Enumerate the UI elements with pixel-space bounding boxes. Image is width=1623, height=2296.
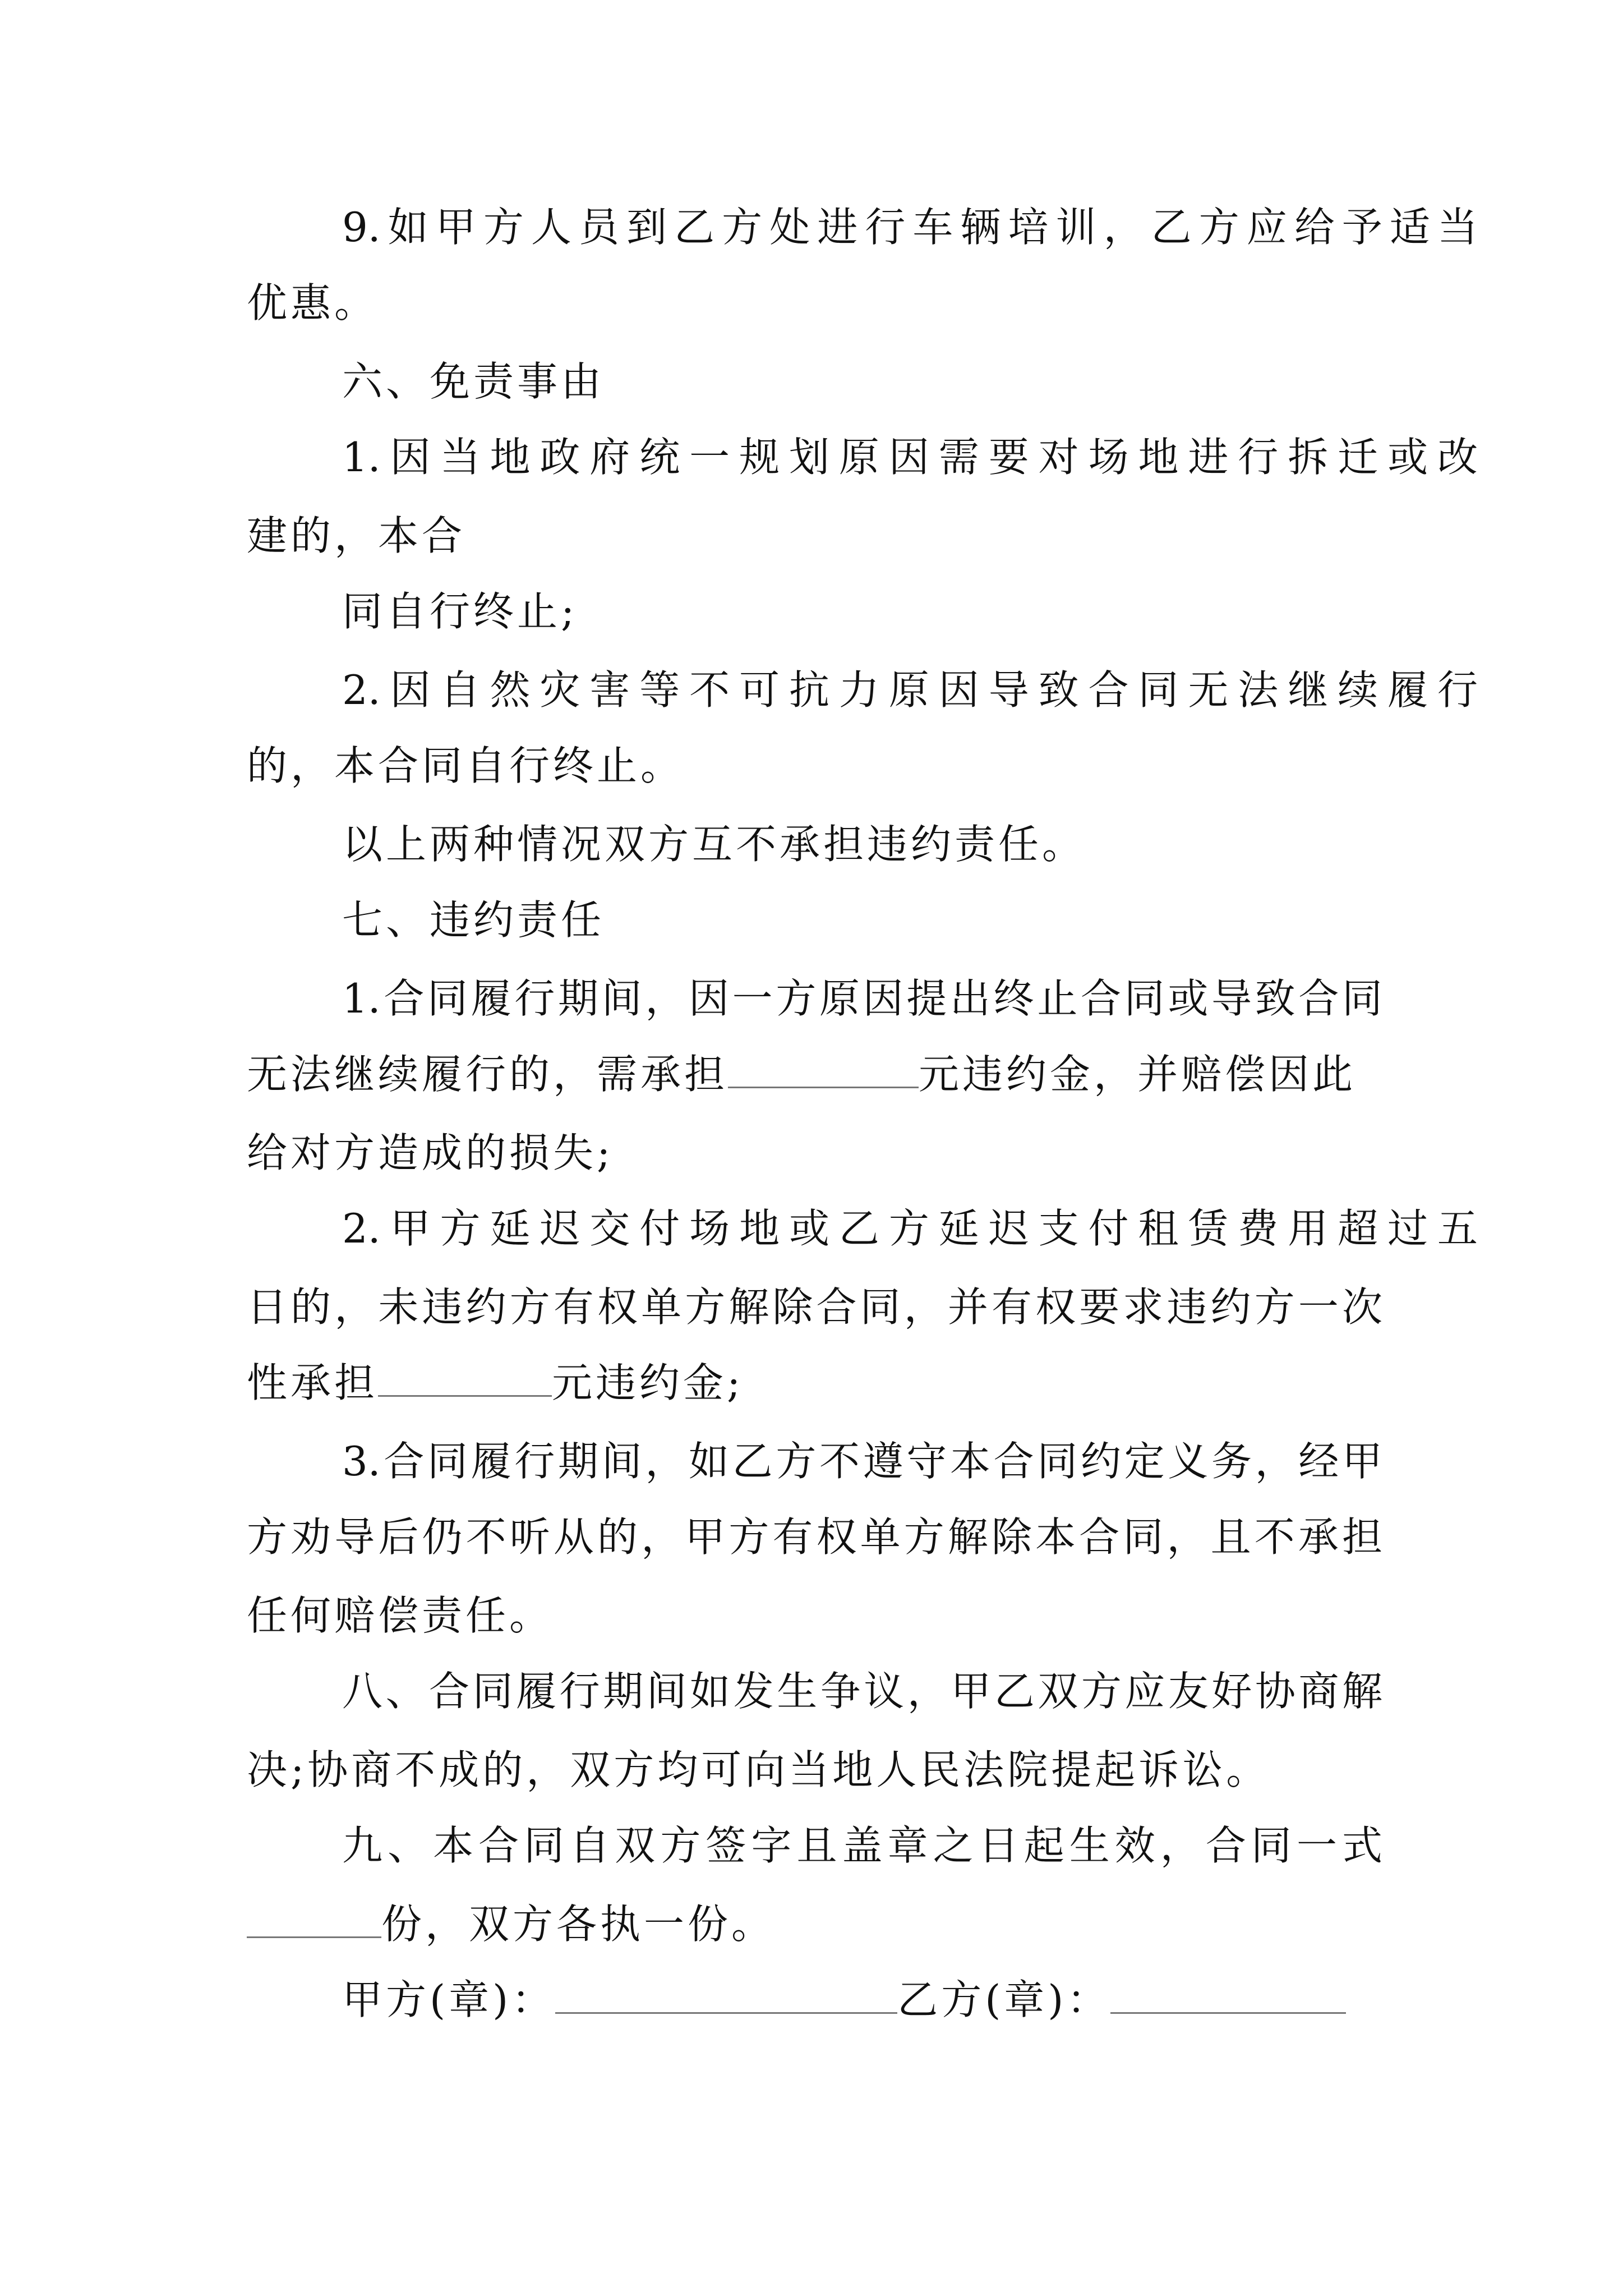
party-a-seal-label: 甲方(章)： [342, 1976, 556, 2023]
clause-6-2-line-1: 2.因自然灾害等不可抗力原因导致合同无法继续履行 [342, 666, 1478, 714]
clause-6-2-line-2: 的，本合同自行终止。 [247, 742, 685, 789]
clause-5-9-line-1: 9.如甲方人员到乙方处进行车辆培训，乙方应给予适当 [342, 204, 1478, 251]
clause-7-3-line-2: 方劝导后仍不听从的，甲方有权单方解除本合同，且不承担 [247, 1513, 1382, 1561]
section-8-line-2: 决;协商不成的，双方均可向当地人民法院提起诉讼。 [247, 1746, 1270, 1793]
section-6-note: 以上两种情况双方互不承担违约责任。 [342, 821, 1086, 868]
clause-7-2-line-1: 2.甲方延迟交付场地或乙方延迟支付租赁费用超过五 [342, 1205, 1478, 1252]
clause-5-9-line-2: 优惠。 [247, 279, 379, 326]
clause-7-1-line-2 [247, 1049, 1356, 1099]
section-6-heading: 六、免责事由 [342, 358, 605, 405]
clause-7-3-line-3: 任何赔偿责任。 [247, 1592, 554, 1639]
party-a-signature-blank [555, 1976, 897, 2014]
clause-7-2-line-2: 日的，未违约方有权单方解除合同，并有权要求违约方一次 [247, 1283, 1382, 1331]
section-9-line-1: 九、本合同自双方签字且盖章之日起生效，合同一式 [342, 1822, 1382, 1869]
section-8-line-1: 八、合同履行期间如发生争议，甲乙双方应友好协商解 [342, 1668, 1382, 1715]
clause-7-1-text-after-blank: 元违约金，并赔偿因此 [919, 1051, 1357, 1098]
clause-7-2-text-after-blank: 元违约金; [552, 1359, 744, 1406]
signature-line [342, 1975, 1346, 2025]
section-7-heading: 七、违约责任 [342, 896, 605, 944]
clause-6-1-line-3: 同自行终止; [342, 588, 578, 635]
section-9-text-after-blank: 份，双方各执一份。 [381, 1901, 776, 1948]
clause-7-2-text-before-blank: 性承担 [247, 1359, 379, 1406]
copies-count-blank [247, 1901, 381, 1938]
clause-7-3-line-1: 3.合同履行期间，如乙方不遵守本合同约定义务，经甲 [342, 1438, 1382, 1485]
party-b-seal-label: 乙方(章)： [897, 1976, 1111, 2023]
clause-6-1-line-2: 建的，本合 [247, 512, 466, 559]
clause-7-1-text-before-blank: 无法继续履行的，需承担 [247, 1051, 728, 1098]
clause-6-1-line-1: 1.因当地政府统一规划原因需要对场地进行拆迁或改 [342, 434, 1478, 481]
clause-7-1-line-1: 1.合同履行期间，因一方原因提出终止合同或导致合同 [342, 975, 1382, 1022]
penalty-amount-blank-2 [378, 1359, 552, 1397]
party-b-signature-blank [1110, 1976, 1346, 2014]
penalty-amount-blank-1 [728, 1051, 919, 1088]
clause-7-2-line-3 [247, 1358, 744, 1408]
clause-7-1-line-3: 给对方造成的损失; [247, 1129, 614, 1176]
section-9-line-2 [247, 1899, 775, 1949]
